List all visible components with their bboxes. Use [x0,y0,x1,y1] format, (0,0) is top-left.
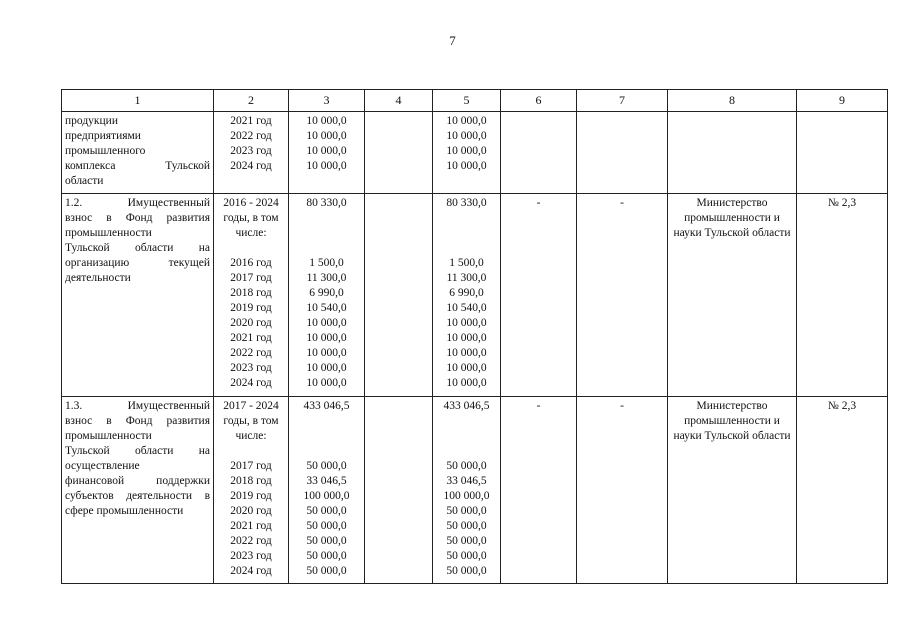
year-label: 2020 год [230,505,272,517]
col5-cell [433,194,501,397]
years-total-label: годы, в том [223,212,279,224]
responsible-cell: Министерство промышленности и науки Тульской области [668,397,797,584]
col8-cell [668,112,797,194]
col3-value: 11 300,0 [306,272,347,284]
measure-name-line: сфере промышленности [65,505,184,517]
year-label: 2022 год [230,535,272,547]
col5-value: 10 000,0 [446,145,487,157]
col3-value: 1 500,0 [309,257,344,269]
year-label: 2019 год [230,490,272,502]
year-label: 2024 год [230,160,272,172]
col3-cell [289,112,365,194]
col3-value: 10 000,0 [306,362,347,374]
col5-value: 10 000,0 [446,362,487,374]
header-row [62,90,888,112]
measure-name-line: взнос в Фонд развития [65,212,210,224]
measure-name-line: промышленности [65,227,152,239]
years-cell [214,112,289,194]
year-label: 2023 год [230,550,272,562]
table-row [62,397,888,584]
col3-value: 6 990,0 [309,287,344,299]
col5-value: 33 046,5 [446,475,487,487]
col5-value: 50 000,0 [446,550,487,562]
year-label: 2019 год [230,302,272,314]
years-total-label: годы, в том [223,415,279,427]
col5-value: 100 000,0 [443,490,490,502]
col3-value: 50 000,0 [306,520,347,532]
measure-name-line: организацию текущей [65,257,210,269]
table-row [62,194,888,397]
indicator-cell: № 2,3 [797,194,888,397]
col-header-5: 5 [433,90,501,112]
col5-value: 50 000,0 [446,505,487,517]
measure-name-line: продукции [65,115,118,127]
col3-value: 10 000,0 [306,115,347,127]
col5-cell [433,397,501,584]
year-label: 2018 год [230,475,272,487]
measure-name-line: финансовой поддержки [65,475,210,487]
col5-value: 50 000,0 [446,520,487,532]
col9-cell [797,112,888,194]
col5-value: 50 000,0 [446,460,487,472]
col5-value: 50 000,0 [446,565,487,577]
col-header-4: 4 [365,90,433,112]
col5-value: 10 000,0 [446,377,487,389]
years-total-label: числе: [235,430,267,442]
year-label: 2023 год [230,362,272,374]
program-table [61,89,888,584]
col5-total: 80 330,0 [446,197,487,209]
col6-cell: - [501,194,577,397]
col3-value: 100 000,0 [303,490,350,502]
col3-cell [289,194,365,397]
col6-cell [501,112,577,194]
col5-value: 10 000,0 [446,317,487,329]
table-row [62,112,888,194]
measure-name-line: 1.2. Имущественный [65,197,210,209]
year-label: 2020 год [230,317,272,329]
col7-cell [577,112,668,194]
col5-value: 10 000,0 [446,130,487,142]
col4-cell [365,194,433,397]
year-label: 2024 год [230,565,272,577]
col5-value: 11 300,0 [446,272,487,284]
col3-value: 50 000,0 [306,550,347,562]
col5-value: 6 990,0 [449,287,484,299]
col7-cell: - [577,194,668,397]
col3-value: 50 000,0 [306,505,347,517]
col-header-3: 3 [289,90,365,112]
years-cell [214,397,289,584]
page-number: 7 [449,33,456,48]
col4-cell [365,112,433,194]
col5-cell [433,112,501,194]
year-label: 2016 год [230,257,272,269]
measure-name-line: области [65,175,104,187]
col-header-9: 9 [797,90,888,112]
col3-value: 10 000,0 [306,160,347,172]
col-header-8: 8 [668,90,797,112]
col3-value: 50 000,0 [306,565,347,577]
measure-name-line: Тульской области на [65,445,210,457]
col-header-7: 7 [577,90,668,112]
year-label: 2024 год [230,377,272,389]
col3-value: 50 000,0 [306,460,347,472]
col3-value: 10 000,0 [306,332,347,344]
measure-name-line: Тульской области на [65,242,210,254]
col-header-2: 2 [214,90,289,112]
measure-name-line: взнос в Фонд развития [65,415,210,427]
col4-cell [365,397,433,584]
col5-value: 1 500,0 [449,257,484,269]
col3-value: 10 540,0 [306,302,347,314]
col3-value: 10 000,0 [306,317,347,329]
measure-name-line: предприятиями [65,130,141,142]
years-cell [214,194,289,397]
col3-value: 50 000,0 [306,535,347,547]
year-label: 2017 год [230,272,272,284]
measure-name-line: субъектов деятельности в [65,490,210,502]
col3-total: 433 046,5 [303,400,350,412]
measure-name-line: осуществление [65,460,140,472]
year-label: 2021 год [230,520,272,532]
col5-total: 433 046,5 [443,400,490,412]
measure-name-line: промышленности [65,430,152,442]
measure-name-line: деятельности [65,272,131,284]
col5-value: 10 000,0 [446,160,487,172]
measure-name-cell [62,194,214,397]
measure-name-line: промышленного [65,145,146,157]
measure-name-cell [62,112,214,194]
year-label: 2022 год [230,130,272,142]
col7-cell: - [577,397,668,584]
col5-value: 10 000,0 [446,347,487,359]
col-header-6: 6 [501,90,577,112]
col3-value: 10 000,0 [306,347,347,359]
col3-value: 10 000,0 [306,145,347,157]
measure-name-line: 1.3. Имущественный [65,400,210,412]
col3-value: 33 046,5 [306,475,347,487]
year-label: 2021 год [230,332,272,344]
col-header-1: 1 [62,90,214,112]
year-label: 2022 год [230,347,272,359]
col5-value: 10 540,0 [446,302,487,314]
years-total-label: 2017 - 2024 [223,400,279,412]
col3-value: 10 000,0 [306,130,347,142]
responsible-cell: Министерство промышленности и науки Тульской области [668,194,797,397]
years-total-label: числе: [235,227,267,239]
col5-value: 50 000,0 [446,535,487,547]
year-label: 2021 год [230,115,272,127]
col3-cell [289,397,365,584]
measure-name-cell [62,397,214,584]
year-label: 2023 год [230,145,272,157]
col3-total: 80 330,0 [306,197,347,209]
years-total-label: 2016 - 2024 [223,197,279,209]
year-label: 2018 год [230,287,272,299]
col5-value: 10 000,0 [446,115,487,127]
year-label: 2017 год [230,460,272,472]
measure-name-line: комплекса Тульской [65,160,210,172]
col3-value: 10 000,0 [306,377,347,389]
indicator-cell: № 2,3 [797,397,888,584]
col5-value: 10 000,0 [446,332,487,344]
col6-cell: - [501,397,577,584]
